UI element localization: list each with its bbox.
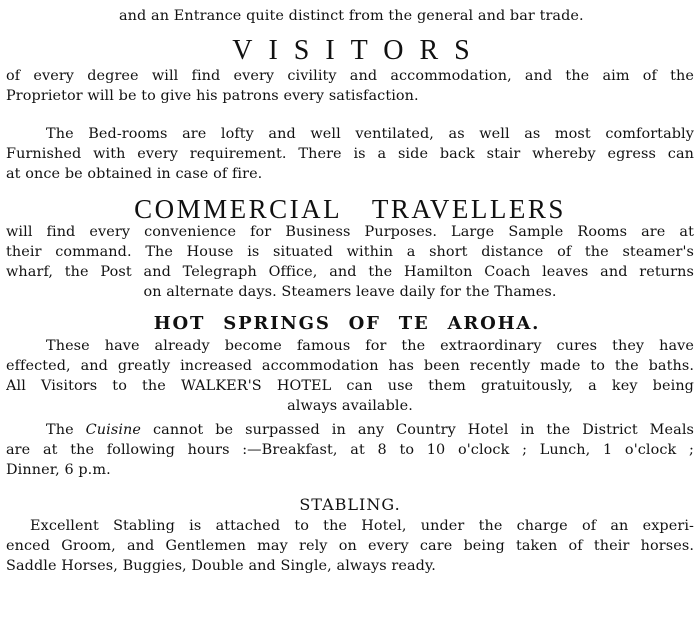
cuisine-line-2: are at the following hours :—Breakfast, at 8 to 10 o'clock ; Lunch, 1 o'clock ; xyxy=(6,442,694,458)
hot-springs-line-4: always available. xyxy=(287,398,413,414)
visitors-heading: VISITORS xyxy=(232,35,486,66)
stabling-heading: STABLING. xyxy=(299,495,401,514)
hot-springs-line-1: These have already become famous for the extraordinary cures they have xyxy=(46,338,694,354)
visitors-line-1: of every degree will find every civility and accommodation, and the aim of the xyxy=(6,68,694,84)
hot-springs-line-2: effected, and greatly increased accommodation has been recently made to the baths. xyxy=(6,358,694,374)
hot-springs-line-3: All Visitors to the WALKER'S HOTEL can use them gratuitously, a key being xyxy=(6,378,694,394)
commercial-line-4: on alternate days. Steamers leave daily for the Thames. xyxy=(143,284,557,300)
bedrooms-line-2: Furnished with every requirement. There is a side back stair whereby egress can xyxy=(6,146,694,162)
stabling-line-1: Excellent Stabling is attached to the Hotel, under the charge of an experi- xyxy=(30,518,694,534)
bedrooms-line-3: at once be obtained in case of fire. xyxy=(6,166,263,182)
visitors-line-2: Proprietor will be to give his patrons every satisfaction. xyxy=(6,88,419,104)
commercial-line-3: wharf, the Post and Telegraph Office, and the Hamilton Coach leaves and returns xyxy=(6,264,694,280)
commercial-line-2: their command. The House is situated within a short distance of the steamer's xyxy=(6,244,694,260)
cuisine-line-1-rest: cannot be surpassed in any Country Hotel in the District Meals xyxy=(141,422,694,438)
bedrooms-line-1: The Bed-rooms are lofty and well ventilated, as well as most comfortably xyxy=(46,126,694,142)
stabling-line-3: Saddle Horses, Buggies, Double and Single, always ready. xyxy=(6,558,436,574)
cuisine-prefix: The xyxy=(46,422,86,438)
stabling-line-2: enced Groom, and Gentlemen may rely on every care being taken of their horses. xyxy=(6,538,694,554)
hot-springs-heading: HOT SPRINGS OF TE AROHA. xyxy=(153,313,541,334)
cuisine-line-3: Dinner, 6 p.m. xyxy=(6,462,111,478)
cuisine-emphasis: Cuisine xyxy=(85,422,142,438)
cuisine-line-1 xyxy=(6,420,694,440)
commercial-line-1: will find every convenience for Business Purposes. Large Sample Rooms are at xyxy=(6,224,694,240)
commercial-heading: COMMERCIAL TRAVELLERS xyxy=(134,194,566,224)
intro-line: and an Entrance quite distinct from the general and bar trade. xyxy=(119,8,584,24)
